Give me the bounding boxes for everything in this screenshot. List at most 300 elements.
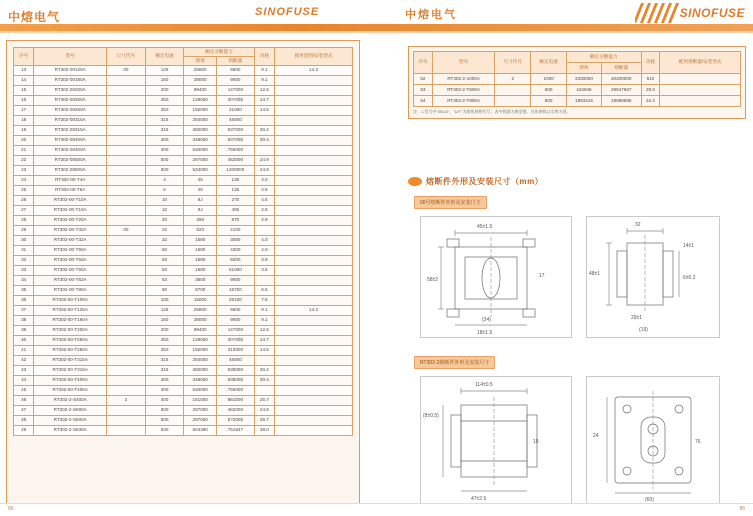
- brand-left: 中熔电气: [8, 10, 61, 24]
- cell-breaking-body: 128000: [184, 96, 217, 106]
- sub-title-00: 00号熔断件外形及安装尺寸: [414, 196, 487, 209]
- cell-use: [275, 336, 353, 346]
- cell-size: [107, 316, 146, 326]
- cell-breaking-fuse: 490: [217, 206, 255, 216]
- cell-breaking-body: 1580: [184, 236, 217, 246]
- cell-current: 315: [145, 126, 184, 136]
- cell-size: [107, 256, 146, 266]
- cell-use: [275, 156, 353, 166]
- cell-model: RT302-00-T125A: [34, 306, 107, 316]
- cell-loss: [254, 146, 274, 156]
- table-row: [14, 366, 353, 376]
- cell-use: [275, 226, 353, 236]
- cell-model: RT302-00-T63A: [34, 276, 107, 286]
- svg-text:(60): (60): [645, 497, 654, 503]
- cell-size: 00: [107, 66, 146, 76]
- cell-size: [107, 126, 146, 136]
- cell-current: 50: [145, 266, 184, 276]
- cell-model: RT302-00-T50A: [34, 266, 107, 276]
- cell-size: [107, 286, 146, 296]
- cell-breaking-body: 151000: [184, 396, 217, 406]
- cell-size: [107, 296, 146, 306]
- cell-model: RT302-00-T32A: [34, 236, 107, 246]
- cell-loss: [254, 276, 274, 286]
- cell-no: 43: [14, 366, 34, 376]
- cell-breaking-fuse: 14?000: [217, 326, 255, 336]
- cell-use: [275, 276, 353, 286]
- col-current: 额定电流: [145, 48, 184, 66]
- cell-size: [107, 276, 146, 286]
- footer-rule: [0, 503, 753, 504]
- cell-breaking-body: 254000: [184, 356, 217, 366]
- cell-size: [107, 236, 146, 246]
- cell-size: [107, 376, 146, 386]
- bullet-icon: [408, 177, 422, 186]
- cell-use: [275, 106, 353, 116]
- cell-size: [107, 86, 146, 96]
- cell-use: [275, 116, 353, 126]
- cell-model: RT302-00250A: [34, 106, 107, 116]
- cell-no: 24: [14, 176, 34, 186]
- cell-no: 36: [14, 296, 34, 306]
- table-row: [14, 116, 353, 126]
- cell-size: [107, 216, 146, 226]
- cell-current: 600: [531, 85, 567, 96]
- cell-model: RT302-2-S500A: [34, 406, 107, 416]
- cell-model: RT302-00500A: [34, 166, 107, 176]
- table-row: [414, 85, 741, 96]
- cell-size: [107, 96, 146, 106]
- svg-text:76: 76: [695, 439, 701, 445]
- cell-use: [660, 85, 741, 96]
- cell-breaking-body: 297000: [184, 416, 217, 426]
- cell-use: [275, 126, 353, 136]
- cell-model: RT302-00-T315A: [34, 366, 107, 376]
- cell-no: 22: [14, 156, 34, 166]
- col-size: 尺寸代号: [107, 48, 146, 66]
- cell-breaking-fuse: 20?000: [217, 96, 255, 106]
- cell-current: 400: [145, 376, 184, 386]
- cell-use: [275, 96, 353, 106]
- svg-text:32: 32: [635, 222, 641, 228]
- table-row: [14, 296, 353, 306]
- cell-breaking-body: 540000: [184, 386, 217, 396]
- page-header: [0, 0, 753, 34]
- cell-model: RT302-00-T250A: [34, 336, 107, 346]
- cell-no: 13: [14, 66, 34, 76]
- table-row: [14, 246, 353, 256]
- table-row: [14, 376, 353, 386]
- cell-model: RT302-00160A: [34, 76, 107, 86]
- cell-size: [495, 85, 531, 96]
- cell-breaking-fuse: 135: [217, 176, 255, 186]
- cell-current: 800: [531, 96, 567, 107]
- drawing-00-side-view: [586, 216, 720, 338]
- col-model: 型号: [34, 48, 107, 66]
- svg-text:15: 15: [533, 439, 539, 445]
- header-rule-thin: [0, 31, 753, 33]
- table-row: [14, 176, 353, 186]
- cell-loss: 9.1: [254, 76, 274, 86]
- cell-current: 400: [145, 386, 184, 396]
- cell-use: [275, 316, 353, 326]
- svg-text:(34): (34): [482, 317, 491, 323]
- cell-no: 45: [14, 386, 34, 396]
- cell-no: 18: [14, 116, 34, 126]
- cell-use: [275, 346, 353, 356]
- cell-use: [275, 196, 353, 206]
- cell-loss: 24.9: [254, 406, 274, 416]
- cell-loss: 34.2: [641, 96, 660, 107]
- cell-breaking-fuse: 18086686: [601, 96, 641, 107]
- rcol-breaking: 额定分断能力: [567, 52, 642, 63]
- table-row: [14, 146, 353, 156]
- cell-no: 47: [14, 406, 34, 416]
- cell-size: [107, 146, 146, 156]
- cell-current: 315: [145, 356, 184, 366]
- cell-loss: 4.0: [254, 236, 274, 246]
- cell-breaking-fuse: 462000: [217, 406, 255, 416]
- cell-no: 20: [14, 136, 34, 146]
- cell-breaking-body: 540000: [184, 146, 217, 156]
- cell-size: [495, 96, 531, 107]
- cell-model: RT302-2-1000A: [432, 74, 495, 85]
- table-row: [414, 74, 741, 85]
- cell-breaking-fuse: 755000: [217, 386, 255, 396]
- cell-current: 63: [145, 276, 184, 286]
- cell-breaking-body: 348000: [184, 136, 217, 146]
- table-row: [14, 126, 353, 136]
- cell-breaking-fuse: 270: [217, 196, 255, 206]
- rcol-loss: 功耗: [641, 52, 660, 74]
- cell-size: [107, 356, 146, 366]
- table-row: [14, 166, 353, 176]
- cell-breaking-body: 1893416: [567, 96, 602, 107]
- cell-no: 17: [14, 106, 34, 116]
- cell-breaking-fuse: 755000: [217, 146, 255, 156]
- cell-current: 400: [145, 396, 184, 406]
- cell-current: 4: [145, 176, 184, 186]
- cell-breaking-fuse: 861000: [217, 396, 255, 406]
- cell-current: 125: [145, 66, 184, 76]
- cell-no: 32: [14, 256, 34, 266]
- cell-breaking-body: 297000: [184, 406, 217, 416]
- rcol-use: 配用熔断器/安装型式: [660, 52, 741, 74]
- cell-model: RT302-00-T10A: [34, 196, 107, 206]
- cell-loss: 9.1: [254, 306, 274, 316]
- cell-loss: 25.7: [254, 396, 274, 406]
- cell-use: [275, 76, 353, 86]
- cell-breaking-fuse: 1200000: [217, 166, 255, 176]
- table-row: [14, 276, 353, 286]
- table-row: [14, 226, 353, 236]
- table-row: [14, 156, 353, 166]
- cell-use: [275, 326, 353, 336]
- cell-current: 315: [145, 116, 184, 126]
- cell-size: [107, 116, 146, 126]
- cell-use: [275, 256, 353, 266]
- svg-text:29±1: 29±1: [631, 315, 643, 321]
- cell-loss: 30.2: [254, 126, 274, 136]
- cell-use: [275, 246, 353, 256]
- cell-breaking-body: 9J: [184, 196, 217, 206]
- cell-size: [107, 266, 146, 276]
- cell-use: [275, 146, 353, 156]
- cell-no: 19: [14, 126, 34, 136]
- cell-no: 23: [14, 166, 34, 176]
- spec-table-right-body: [414, 74, 741, 107]
- cell-loss: 4.0: [254, 246, 274, 256]
- cell-model: RT302-00-T100A: [34, 296, 107, 306]
- cell-model: RT302-00400A: [34, 146, 107, 156]
- cell-model: RT302-00125A: [34, 66, 107, 76]
- cell-loss: 30.2: [254, 366, 274, 376]
- cell-breaking-body: 192000: [184, 346, 217, 356]
- col-breaking-body: 熔体: [184, 57, 217, 66]
- cell-breaking-fuse: 6800: [217, 66, 255, 76]
- table-note: 注：1.型号中"05/13"、"U/T"为熔体规格代号；表中数据为典型值，具体参数以实物为准。: [413, 109, 571, 114]
- header-rule: [0, 24, 753, 31]
- cell-use: [275, 236, 353, 246]
- cell-breaking-fuse: 751847: [217, 426, 255, 436]
- cell-size: [107, 426, 146, 436]
- cell-size: [107, 366, 146, 376]
- table-row: [14, 306, 353, 316]
- cell-model: RT302-00315A: [34, 116, 107, 126]
- cell-no: 39: [14, 326, 34, 336]
- cell-use: [660, 96, 741, 107]
- cell-breaking-body: 1580: [184, 246, 217, 256]
- cell-use: [660, 74, 741, 85]
- cell-breaking-fuse: 51000: [217, 266, 255, 276]
- table-row: [14, 316, 353, 326]
- cell-use: [275, 266, 353, 276]
- cell-no: 21: [14, 146, 34, 156]
- cell-breaking-fuse: 40200000: [601, 74, 641, 85]
- cell-size: [107, 106, 146, 116]
- cell-model: RT302-00-T32A: [34, 226, 107, 236]
- cell-current: 250: [145, 336, 184, 346]
- cell-loss: 24.9: [254, 156, 274, 166]
- cell-size: [107, 246, 146, 256]
- cell-breaking-fuse: 45000: [217, 356, 255, 366]
- cell-use: [275, 166, 353, 176]
- cell-breaking-fuse: 14?000: [217, 86, 255, 96]
- cell-breaking-fuse: 635000: [217, 376, 255, 386]
- cell-size: 00: [107, 226, 146, 236]
- cell-use: [275, 86, 353, 96]
- cell-use: [275, 176, 353, 186]
- cell-model: RT302-2-T600A: [432, 85, 495, 96]
- brand-mid-cn: 中熔电气: [405, 9, 457, 21]
- rcol-breaking-fuse: 熔断器: [601, 63, 641, 74]
- cell-breaking-body: 8700: [184, 286, 217, 296]
- cell-no: 37: [14, 306, 34, 316]
- cell-breaking-body: 297000: [184, 156, 217, 166]
- drawing-rt302-2-front-view: [420, 376, 572, 504]
- cell-use: [275, 206, 353, 216]
- cell-breaking-fuse: 29547667: [601, 85, 641, 96]
- cell-no: 48: [14, 416, 34, 426]
- cell-no: 42: [14, 356, 34, 366]
- cell-loss: 14.5: [254, 346, 274, 356]
- cell-use: [275, 386, 353, 396]
- cell-current: 63: [145, 256, 184, 266]
- cell-breaking-fuse: 2100: [217, 226, 255, 236]
- cell-breaking-fuse: 3050: [217, 236, 255, 246]
- col-no: 序号: [14, 48, 34, 66]
- rcol-no: 序号: [414, 52, 433, 74]
- cell-size: [107, 76, 146, 86]
- table-row: [14, 186, 353, 196]
- cell-current: 160: [145, 316, 184, 326]
- cell-breaking-body: 254000: [184, 116, 217, 126]
- table-row: [14, 196, 353, 206]
- cell-breaking-body: 266: [184, 216, 217, 226]
- cell-size: [107, 386, 146, 396]
- cell-current: 6: [145, 186, 184, 196]
- cell-use: [275, 406, 353, 416]
- svg-text:6±0.2: 6±0.2: [683, 275, 696, 281]
- cell-loss: 26.7: [254, 416, 274, 426]
- cell-breaking-fuse: 5?2000: [217, 416, 255, 426]
- cell-use: [275, 356, 353, 366]
- cell-breaking-fuse: 15700: [217, 286, 255, 296]
- svg-text:47±2.5: 47±2.5: [471, 496, 487, 502]
- cell-loss: 2.9: [254, 216, 274, 226]
- cell-no: 25: [14, 186, 34, 196]
- cell-no: 44: [14, 376, 34, 386]
- spec-table-left-body: [14, 66, 353, 436]
- cell-use: [275, 186, 353, 196]
- cell-breaking-fuse: 135: [217, 186, 255, 196]
- cell-model: RT302-00500A: [34, 156, 107, 166]
- cell-breaking-body: 360000: [184, 366, 217, 376]
- cell-size: [107, 206, 146, 216]
- cell-breaking-fuse: 25100: [217, 296, 255, 306]
- cell-breaking-fuse: 53?000: [217, 126, 255, 136]
- cell-model: RT302-00-T250A: [34, 346, 107, 356]
- cell-current: 1000: [531, 74, 567, 85]
- cell-size: [107, 166, 146, 176]
- table-row: [14, 286, 353, 296]
- cell-no: 40: [14, 336, 34, 346]
- cell-size: [107, 176, 146, 186]
- cell-loss: 14.5: [254, 106, 274, 116]
- cell-current: 10: [145, 206, 184, 216]
- cell-loss: [254, 356, 274, 366]
- cell-current: 500: [145, 406, 184, 416]
- cell-current: 125: [145, 306, 184, 316]
- cell-loss: 4.9: [254, 186, 274, 196]
- cell-no: 38: [14, 316, 34, 326]
- section-title: [408, 176, 543, 187]
- table-row: [14, 416, 353, 426]
- cell-loss: [254, 386, 274, 396]
- cell-model: RT302-00200A: [34, 86, 107, 96]
- cell-no: 46: [14, 396, 34, 406]
- cell-breaking-fuse: 31000: [217, 106, 255, 116]
- col-loss: 功耗: [254, 48, 274, 66]
- cell-current: 315: [145, 366, 184, 376]
- cell-current: 250: [145, 106, 184, 116]
- table-row: [14, 216, 353, 226]
- cell-no: 52: [414, 74, 433, 85]
- cell-no: 41: [14, 346, 34, 356]
- cell-loss: 14.7: [254, 336, 274, 346]
- cell-breaking-fuse: 9000: [217, 316, 255, 326]
- cell-use: [275, 396, 353, 406]
- cell-use: [275, 136, 353, 146]
- cell-breaking-body: 534000: [184, 166, 217, 176]
- cell-use: [275, 296, 353, 306]
- cell-breaking-body: 3800: [184, 276, 217, 286]
- cell-model: RT302-00400A: [34, 136, 107, 146]
- cell-loss: 12.5: [254, 86, 274, 96]
- section-title-text: 熔断件外形及安装尺寸（mm）: [426, 177, 544, 186]
- cell-model: RT302-2-T800A: [432, 96, 495, 107]
- cell-current: 400: [145, 136, 184, 146]
- cell-use: 14.3: [275, 66, 353, 76]
- cell-current: 50: [145, 246, 184, 256]
- table-row: [14, 66, 353, 76]
- cell-loss: 30.4: [254, 136, 274, 146]
- cell-breaking-fuse: 45000: [217, 116, 255, 126]
- cell-no: 16: [14, 96, 34, 106]
- table-row: [14, 96, 353, 106]
- cell-no: 49: [14, 426, 34, 436]
- cell-current: 10: [145, 196, 184, 206]
- page-number-right: 86: [739, 506, 745, 512]
- svg-text:18±1.5: 18±1.5: [477, 330, 493, 336]
- table-row: [14, 396, 353, 406]
- table-row: [14, 236, 353, 246]
- cell-use: [275, 286, 353, 296]
- cell-no: 29: [14, 226, 34, 236]
- cell-no: 14: [14, 76, 34, 86]
- svg-text:17: 17: [539, 273, 545, 279]
- cell-loss: 2.9: [254, 206, 274, 216]
- cell-loss: 510: [641, 74, 660, 85]
- cell-breaking-body: 620: [184, 226, 217, 236]
- cell-loss: [254, 226, 274, 236]
- cell-use: [275, 216, 353, 226]
- cell-breaking-fuse: 20?000: [217, 336, 255, 346]
- rcol-size: 尺寸代号: [495, 52, 531, 74]
- cell-breaking-fuse: 5000: [217, 256, 255, 266]
- cell-model: RT302-00315A: [34, 126, 107, 136]
- cell-model: RT302-00-T315A: [34, 356, 107, 366]
- cell-use: [275, 376, 353, 386]
- rcol-current: 额定电流: [531, 52, 567, 74]
- cell-current: 160: [145, 76, 184, 86]
- cell-no: 53: [414, 85, 433, 96]
- cell-size: [107, 306, 146, 316]
- cell-current: 250: [145, 96, 184, 106]
- svg-text:(19): (19): [639, 327, 648, 333]
- cell-use: [275, 366, 353, 376]
- cell-model: RT302-00-T63A: [34, 256, 107, 266]
- cell-model: RT302-00-T200A: [34, 326, 107, 336]
- cell-no: 28: [14, 216, 34, 226]
- cell-no: 33: [14, 266, 34, 276]
- cell-breaking-fuse: 535000: [217, 366, 255, 376]
- cell-breaking-body: 504490: [184, 426, 217, 436]
- svg-text:45±1.5: 45±1.5: [477, 224, 493, 230]
- svg-text:14±1: 14±1: [683, 243, 695, 249]
- cell-breaking-body: 434946: [567, 85, 602, 96]
- cell-current: 250: [145, 346, 184, 356]
